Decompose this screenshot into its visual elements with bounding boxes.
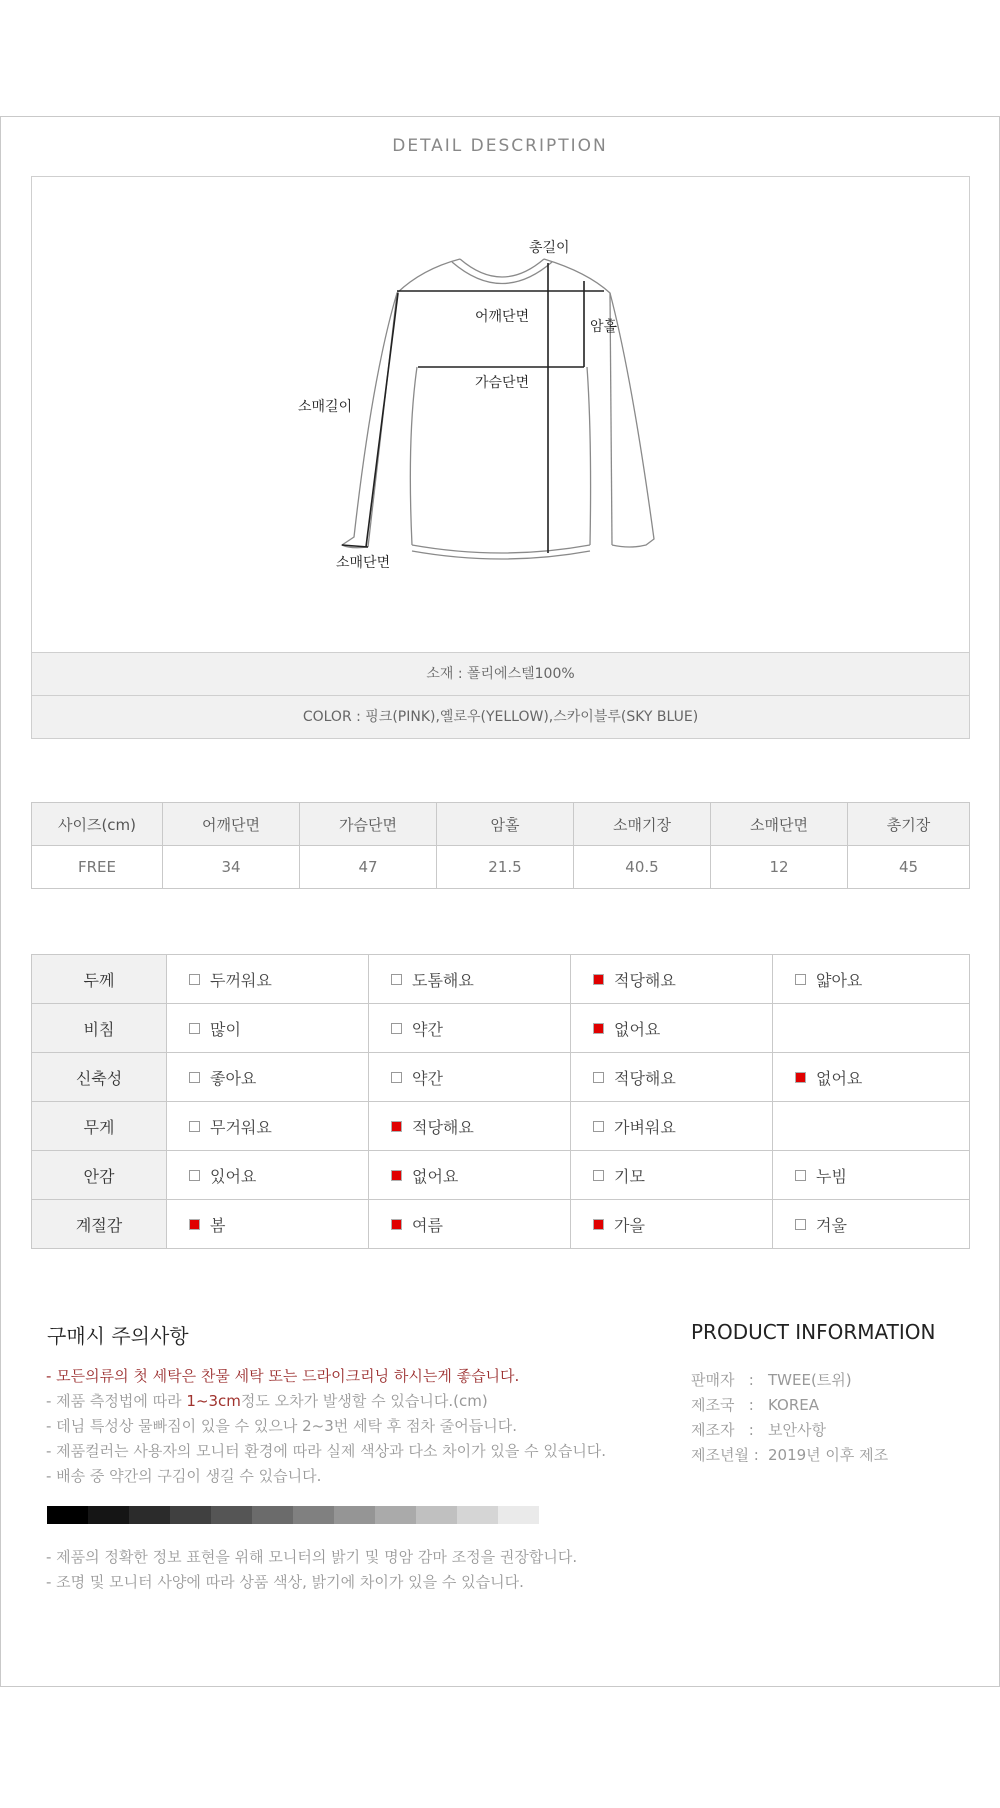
product-info-key: 제조자 : [691,1421,754,1439]
label-sleeve-length: 소매길이 [298,399,353,415]
monitor-notes [46,1545,577,1595]
size-header-cell: 총기장 [848,803,970,846]
unchecked-checkbox [189,1072,200,1083]
unchecked-checkbox [593,1121,604,1132]
checked-checkbox [391,1219,402,1230]
product-info-row [691,1368,888,1393]
fit-option [167,1102,369,1151]
caution-line [46,1389,606,1414]
product-info-key: 제조년월 : [691,1446,759,1464]
fit-option [167,955,369,1004]
sweater-illustration [32,177,969,653]
fit-option [571,1102,773,1151]
size-cell: 40.5 [574,846,711,889]
gray-swatch [252,1506,293,1524]
unchecked-checkbox [795,1170,806,1181]
fit-option [773,955,970,1004]
fit-option-label: 적당해요 [614,1068,676,1088]
caution-text: 정도 오차가 발생할 수 있습니다.(cm) [240,1392,488,1410]
fit-option [369,1102,571,1151]
size-cell: 21.5 [437,846,574,889]
fit-option-label: 도톰해요 [412,970,474,990]
fit-option-label: 가을 [614,1215,645,1235]
fit-category: 신축성 [32,1053,167,1102]
fit-option [369,1053,571,1102]
product-info-row [691,1418,888,1443]
checked-checkbox [593,1219,604,1230]
fit-option-label: 적당해요 [614,970,676,990]
product-info-value: TWEE(트위) [768,1371,852,1389]
fit-option-label: 누빔 [816,1166,847,1186]
fit-category: 무게 [32,1102,167,1151]
unchecked-checkbox [189,1170,200,1181]
unchecked-checkbox [593,1170,604,1181]
fit-option [773,1151,970,1200]
fit-option [167,1004,369,1053]
fit-option [571,1200,773,1249]
fit-option-label: 약간 [412,1068,443,1088]
caution-title: 구매시 주의사항 [47,1324,189,1348]
detail-title: DETAIL DESCRIPTION [392,136,608,156]
size-table [31,802,970,889]
checked-checkbox [593,974,604,985]
size-header-cell: 소매기장 [574,803,711,846]
fit-option-label: 약간 [412,1019,443,1039]
fit-option [571,1004,773,1053]
unchecked-checkbox [391,1072,402,1083]
unchecked-checkbox [795,974,806,985]
unchecked-checkbox [391,1023,402,1034]
fit-option [167,1151,369,1200]
label-sleeve-width: 소매단면 [336,555,391,571]
fit-option [571,955,773,1004]
fit-option-label: 봄 [210,1215,226,1235]
gray-swatch [170,1506,211,1524]
unchecked-checkbox [593,1072,604,1083]
product-info-key: 제조국 : [691,1396,754,1414]
fit-option [773,1053,970,1102]
gray-swatch [416,1506,457,1524]
unchecked-checkbox [189,1023,200,1034]
size-header-cell: 사이즈(cm) [32,803,163,846]
size-header-cell: 가슴단면 [300,803,437,846]
fit-option [369,955,571,1004]
caution-line: - 모든의류의 첫 세탁은 찬물 세탁 또는 드라이크리닝 하시는게 좋습니다. [46,1367,520,1385]
fit-row [32,1151,970,1200]
gray-swatch [211,1506,252,1524]
fit-option-label: 무거워요 [210,1117,272,1137]
product-info-list [691,1368,888,1468]
fit-option [167,1200,369,1249]
checked-checkbox [795,1072,806,1083]
fit-table [31,954,970,1249]
label-shoulder: 어깨단면 [475,309,530,325]
table-row [32,846,970,889]
size-table-header [32,803,970,846]
fit-option [773,1102,970,1151]
caution-text: - 제품 측정법에 따라 [46,1392,187,1410]
unchecked-checkbox [189,974,200,985]
fit-option [369,1200,571,1249]
product-info-title: PRODUCT INFORMATION [691,1320,936,1344]
monitor-note: - 조명 및 모니터 사양에 따라 상품 색상, 밝기에 차이가 있을 수 있습니다. [46,1573,524,1591]
fit-option-label: 없어요 [614,1019,661,1039]
fit-row [32,1102,970,1151]
checked-checkbox [391,1170,402,1181]
caution-highlight: 1~3cm [186,1392,241,1410]
checked-checkbox [189,1219,200,1230]
fit-option-label: 기모 [614,1166,645,1186]
gray-swatch [88,1506,129,1524]
caution-line: - 제품컬러는 사용자의 모니터 환경에 따라 실제 색상과 다소 차이가 있을 수 있습니다. [46,1442,607,1460]
caution-line: - 데님 특성상 물빠짐이 있을 수 있으나 2~3번 세탁 후 점차 줄어듭니다. [46,1417,518,1435]
product-info-value: KOREA [768,1396,819,1414]
product-info-value: 2019년 이후 제조 [768,1446,889,1464]
fit-option [773,1004,970,1053]
unchecked-checkbox [795,1219,806,1230]
size-header-cell: 소매단면 [711,803,848,846]
fit-option [167,1053,369,1102]
fit-option-label: 겨울 [816,1215,847,1235]
fit-option [369,1004,571,1053]
gray-swatch [457,1506,498,1524]
material-row: 소재 : 폴리에스텔100% [31,652,970,696]
size-header-cell: 어깨단면 [163,803,300,846]
unchecked-checkbox [189,1121,200,1132]
fit-option-label: 적당해요 [412,1117,474,1137]
gray-swatch [498,1506,539,1524]
product-info-value: 보안사항 [768,1421,826,1439]
gray-swatch [375,1506,416,1524]
product-info-row [691,1393,888,1418]
product-info-key: 판매자 : [691,1371,754,1389]
fit-option-label: 여름 [412,1215,443,1235]
fit-option-label: 많이 [210,1019,241,1039]
gray-swatch [293,1506,334,1524]
garment-diagram [31,176,970,653]
fit-option-label: 없어요 [816,1068,863,1088]
checked-checkbox [593,1023,604,1034]
gray-scale-bar [47,1506,539,1524]
size-cell: FREE [32,846,163,889]
label-armhole: 암홀 [590,319,618,335]
fit-option-label: 있어요 [210,1166,257,1186]
gray-swatch [129,1506,170,1524]
label-chest: 가슴단면 [475,375,530,391]
fit-category: 안감 [32,1151,167,1200]
gray-swatch [47,1506,88,1524]
fit-option [571,1053,773,1102]
product-info-row [691,1443,888,1468]
size-cell: 47 [300,846,437,889]
size-cell: 12 [711,846,848,889]
fit-option-label: 두꺼워요 [210,970,272,990]
fit-category: 비침 [32,1004,167,1053]
caution-notes [46,1364,606,1489]
color-row: COLOR : 핑크(PINK),옐로우(YELLOW),스카이블루(SKY BLUE) [31,695,970,739]
fit-row [32,1200,970,1249]
fit-option [773,1200,970,1249]
checked-checkbox [391,1121,402,1132]
size-cell: 34 [163,846,300,889]
size-header-cell: 암홀 [437,803,574,846]
label-total-length: 총길이 [529,240,570,256]
fit-option-label: 없어요 [412,1166,459,1186]
fit-option-label: 얇아요 [816,970,863,990]
fit-option-label: 좋아요 [210,1068,257,1088]
unchecked-checkbox [391,974,402,985]
fit-category: 계절감 [32,1200,167,1249]
fit-row [32,1004,970,1053]
monitor-note: - 제품의 정확한 정보 표현을 위해 모니터의 밝기 및 명암 감마 조정을 권장합니다. [46,1548,578,1566]
fit-category: 두께 [32,955,167,1004]
fit-row [32,1053,970,1102]
gray-swatch [334,1506,375,1524]
fit-option-label: 가벼워요 [614,1117,676,1137]
size-cell: 45 [848,846,970,889]
fit-option [571,1151,773,1200]
fit-option [369,1151,571,1200]
caution-line: - 배송 중 약간의 구김이 생길 수 있습니다. [46,1467,322,1485]
fit-row [32,955,970,1004]
